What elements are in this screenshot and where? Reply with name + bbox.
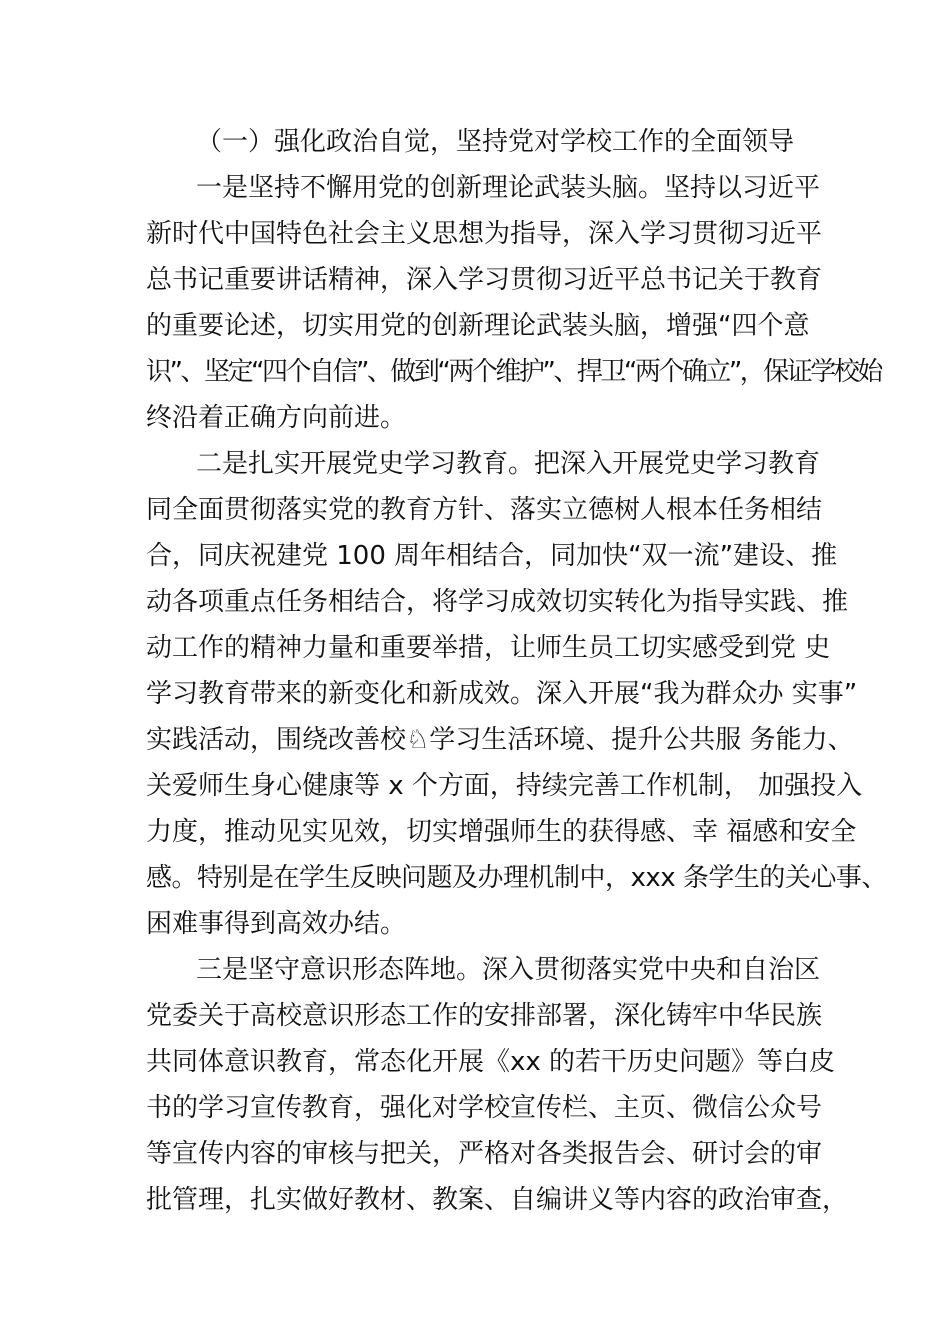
paragraph-line: 共同体意识教育，常态化开展《xx 的若干历史问题》等白皮 xyxy=(146,1047,836,1077)
paragraph-line: 的重要论述，切实用党的创新理论武装头脑，增强“四个意 xyxy=(146,311,810,341)
paragraph-line: 批管理，扎实做好教材、教案、自编讲义等内容的政治审查， xyxy=(146,1185,849,1215)
paragraph-line: 动各项重点任务相结合，将学习成效切实转化为指导实践、推 xyxy=(146,587,849,617)
paragraph-line: 困难事得到高效办结。 xyxy=(146,909,407,939)
paragraph-line: 识”、坚定“四个自信”、做到“两个维护”、捍卫“两个确立”，保证学校始 xyxy=(146,357,881,387)
paragraph-line: 书的学习宣传教育，强化对学校宣传栏、主页、微信公众号 xyxy=(146,1093,823,1123)
paragraph-line: 力度，推动见实见效，切实增强师生的获得感、幸 福感和安全 xyxy=(146,817,857,847)
paragraph-line: 动工作的精神力量和重要举措，让师生员工切实感受到党 史 xyxy=(146,633,831,663)
paragraph-line: 党委关于高校意识形态工作的安排部署，深化铸牢中华民族 xyxy=(146,1001,823,1031)
paragraph-line: 终沿着正确方向前进。 xyxy=(146,403,407,433)
paragraph-line: 学习教育带来的新变化和新成效。深入开展“我为群众办 实事” xyxy=(146,679,858,709)
paragraph-line: 关爱师生身心健康等 x 个方面，持续完善工作机制， 加强投入 xyxy=(146,771,863,801)
paragraph-line: 三是坚守意识形态阵地。深入贯彻落实党中央和自治区 xyxy=(196,955,821,985)
paragraph-line: 一是坚持不懈用党的创新理论武装头脑。坚持以习近平 xyxy=(196,173,821,203)
paragraph-line: 合，同庆祝建党 100 周年相结合，同加快“双一流”建设、推 xyxy=(146,541,838,571)
paragraph-line: 等宣传内容的审核与把关，严格对各类报告会、研讨会的审 xyxy=(146,1139,823,1169)
paragraph-line: 总书记重要讲话精神，深入学习贯彻习近平总书记关于教育 xyxy=(146,265,823,295)
paragraph-line: 实践活动，围绕改善校♘学习生活环境、提升公共服 务能力、 xyxy=(146,725,854,755)
section-heading: （一）强化政治自觉，坚持党对学校工作的全面领导 xyxy=(196,127,795,157)
paragraph-line: 二是扎实开展党史学习教育。把深入开展党史学习教育 xyxy=(196,449,821,479)
paragraph-line: 新时代中国特色社会主义思想为指导，深入学习贯彻习近平 xyxy=(146,219,823,249)
paragraph-line: 同全面贯彻落实党的教育方针、落实立德树人根本任务相结 xyxy=(146,495,823,525)
paragraph-line: 感。特别是在学生反映问题及办理机制中，xxx 条学生的关心事、 xyxy=(146,863,887,893)
